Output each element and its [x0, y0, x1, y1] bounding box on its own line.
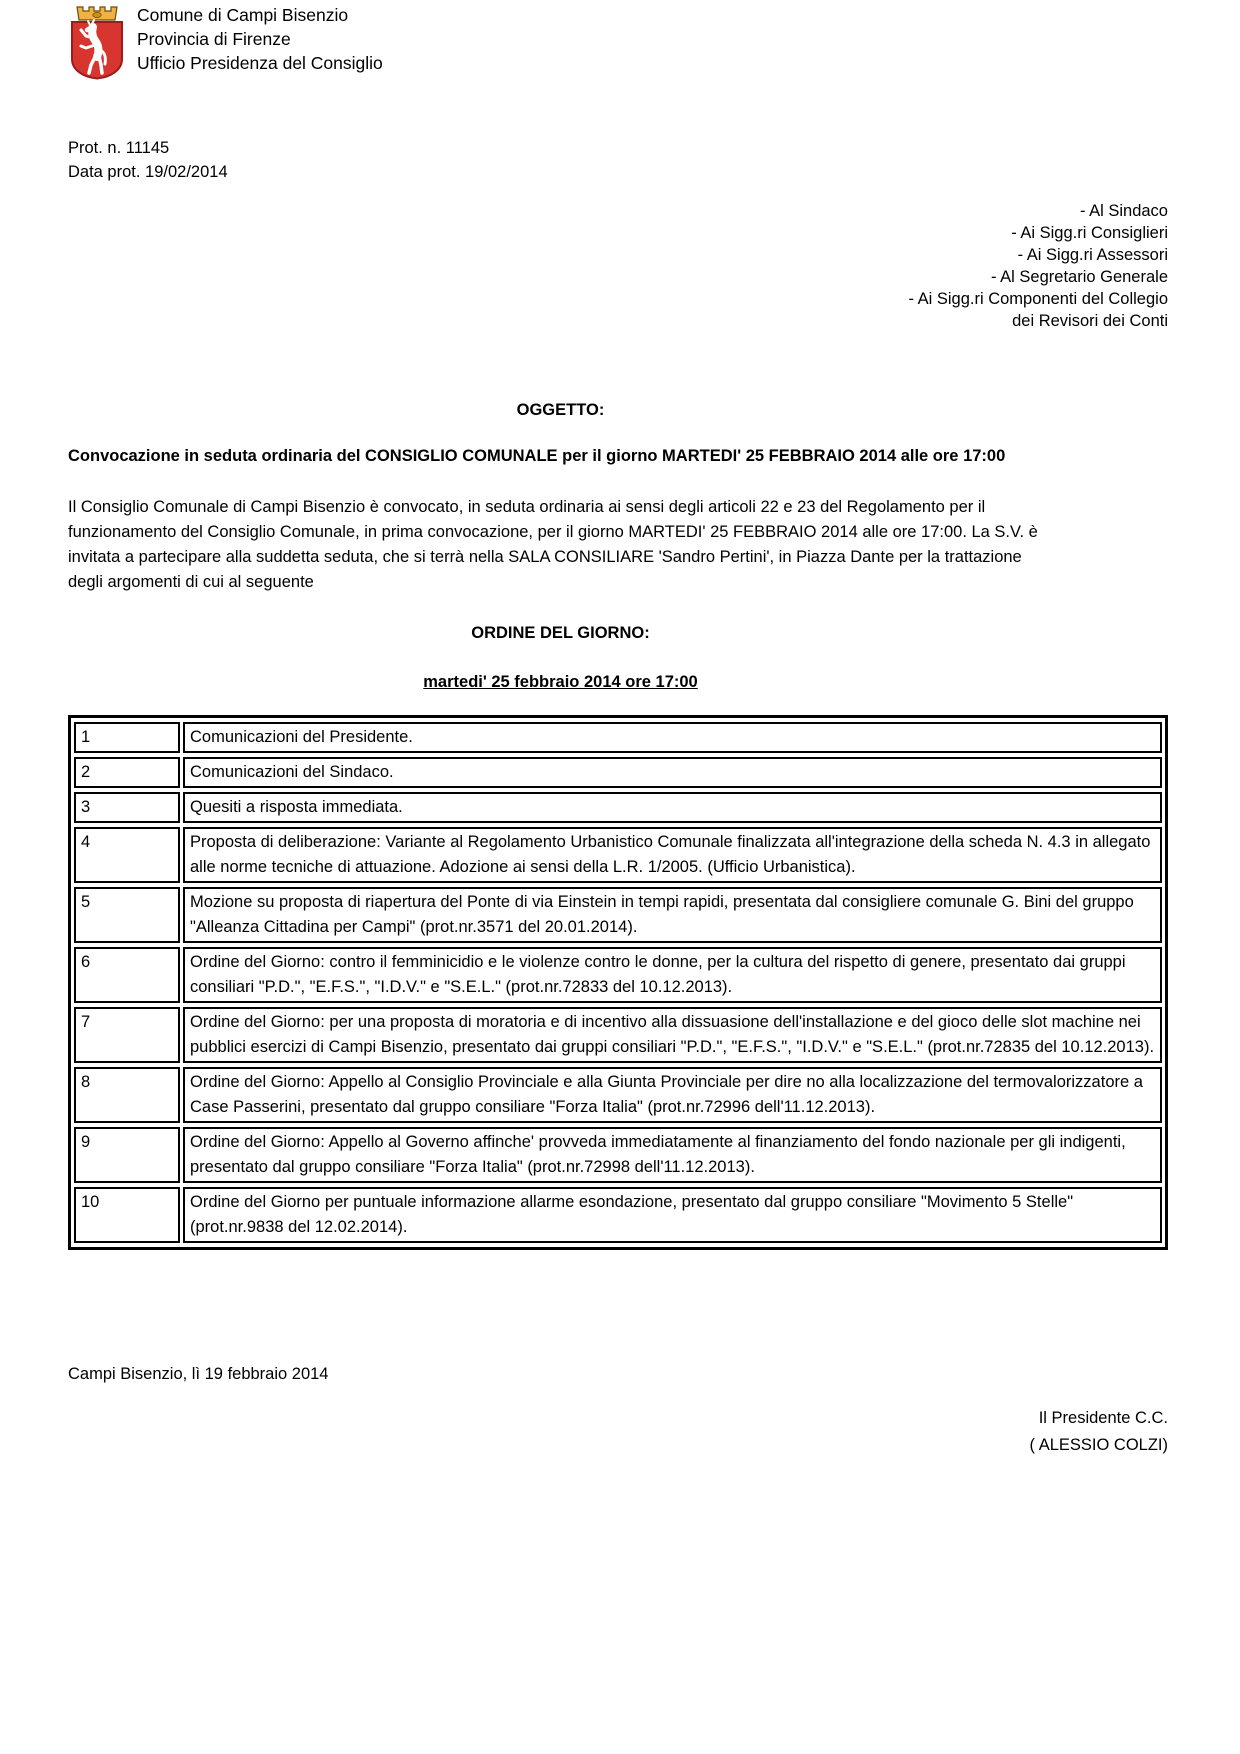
agenda-row: [74, 1007, 1162, 1063]
recipient-line: - Ai Sigg.ri Assessori: [1017, 246, 1168, 264]
municipality-coat-of-arms-icon: [68, 2, 126, 80]
agenda-row: [74, 757, 1162, 788]
agenda-item-text: Mozione su proposta di riapertura del Ponte di via Einstein in tempi rapidi, presentata dal consigliere comunale G. Bini del gruppo "Alleanza Cittadina per Campi" (prot.nr.3571 del 20.01.2014).: [183, 887, 1162, 943]
agenda-item-number: 5: [74, 887, 180, 943]
protocol-block: [68, 136, 1168, 184]
recipient-line: - Ai Sigg.ri Consiglieri: [1011, 224, 1168, 242]
agenda-item-number: 9: [74, 1127, 180, 1183]
agenda-item-text: Ordine del Giorno: Appello al Governo affinche' provveda immediatamente al finanziamento del fondo nazionale per gli indigenti, presentato dal gruppo consiliare "Forza Italia" (prot.nr.72998 dell'11.12.2013).: [183, 1127, 1162, 1183]
agenda-item-text: Ordine del Giorno: Appello al Consiglio Provinciale e alla Giunta Provinciale per dire no alla localizzazione del termovalorizzatore a Case Passerini, presentato dal gruppo consiliare "Forza Italia" (prot.nr.72996 dell'11.12.2013).: [183, 1067, 1162, 1123]
agenda-item-text: Ordine del Giorno: per una proposta di moratoria e di incentivo alla dissuasione dell'installazione e del gioco delle slot machine nei pubblici esercizi di Campi Bisenzio, presentato dai gruppi consiliari "P.D.", "E.F.S.", "I.D.V." e "S.E.L." (prot.nr.72835 del 10.12.2013).: [183, 1007, 1162, 1063]
agenda-session-datetime: martedi' 25 febbraio 2014 ore 17:00: [423, 673, 698, 691]
agenda-row: [74, 947, 1162, 1003]
agenda-row: [74, 887, 1162, 943]
org-province: Provincia di Firenze: [137, 29, 291, 49]
agenda-heading: ORDINE DEL GIORNO:: [471, 624, 650, 642]
signature-block: [68, 1405, 1168, 1459]
body-paragraph: Il Consiglio Comunale di Campi Bisenzio è convocato, in seduta ordinaria ai sensi degli articoli 22 e 23 del Regolamento per il funzionamento del Consiglio Comunale, in prima convocazione, per il giorno MARTEDI' 25 FEBBRAIO 2014 alle ore 17:00. La S.V. è invitata a partecipare alla suddetta seduta, che si terrà nella SALA CONSILIARE 'Sandro Pertini', in Piazza Dante per la trattazione degli argomenti di cui al seguente: [68, 498, 1038, 591]
agenda-item-text: Quesiti a risposta immediata.: [183, 792, 1162, 823]
recipient-line: dei Revisori dei Conti: [1012, 312, 1168, 330]
agenda-item-text: Comunicazioni del Sindaco.: [183, 757, 1162, 788]
agenda-item-number: 8: [74, 1067, 180, 1123]
agenda-item-number: 3: [74, 792, 180, 823]
agenda-item-number: 1: [74, 722, 180, 753]
subject-text: Convocazione in seduta ordinaria del CONSIGLIO COMUNALE per il giorno MARTEDI' 25 FEBBRAIO 2014 alle ore 17:00: [68, 447, 1006, 465]
agenda-row: [74, 827, 1162, 883]
recipient-line: - Ai Sigg.ri Componenti del Collegio: [908, 290, 1168, 308]
agenda-item-text: Ordine del Giorno per puntuale informazione allarme esondazione, presentato dal gruppo consiliare "Movimento 5 Stelle" (prot.nr.9838 del 12.02.2014).: [183, 1187, 1162, 1243]
agenda-item-text: Comunicazioni del Presidente.: [183, 722, 1162, 753]
recipients-block: [68, 200, 1168, 332]
org-name: Comune di Campi Bisenzio: [137, 5, 349, 25]
agenda-table: [68, 715, 1168, 1250]
letterhead: [68, 2, 1168, 80]
agenda-item-number: 2: [74, 757, 180, 788]
agenda-table-body: [74, 722, 1162, 1243]
agenda-item-number: 4: [74, 827, 180, 883]
agenda-row: [74, 1187, 1162, 1243]
agenda-item-text: Proposta di deliberazione: Variante al Regolamento Urbanistico Comunale finalizzata all'integrazione della scheda N. 4.3 in allegato alle norme tecniche di attuazione. Adozione ai sensi della L.R. 1/2005. (Ufficio Urbanistica).: [183, 827, 1162, 883]
recipient-line: - Al Segretario Generale: [990, 268, 1168, 286]
protocol-number: Prot. n. 11145: [68, 139, 170, 157]
subject-label: OGGETTO:: [516, 401, 605, 419]
org-office: Ufficio Presidenza del Consiglio: [137, 53, 383, 73]
agenda-row: [74, 792, 1162, 823]
place-date: Campi Bisenzio, lì 19 febbraio 2014: [68, 1365, 329, 1383]
agenda-item-number: 10: [74, 1187, 180, 1243]
agenda-row: [74, 1067, 1162, 1123]
agenda-item-text: Ordine del Giorno: contro il femminicidio e le violenze contro le donne, per la cultura del rispetto di genere, presentato dai gruppi consiliari "P.D.", "E.F.S.", "I.D.V." e "S.E.L." (prot.nr.72833 del 10.12.2013).: [183, 947, 1162, 1003]
signature-name: ( ALESSIO COLZI): [1029, 1436, 1168, 1454]
signature-title: Il Presidente C.C.: [1038, 1409, 1168, 1427]
recipient-line: - Al Sindaco: [1079, 202, 1168, 220]
protocol-date: Data prot. 19/02/2014: [68, 163, 228, 181]
organization-block: [137, 2, 383, 75]
agenda-row: [74, 722, 1162, 753]
agenda-row: [74, 1127, 1162, 1183]
agenda-item-number: 7: [74, 1007, 180, 1063]
agenda-item-number: 6: [74, 947, 180, 1003]
